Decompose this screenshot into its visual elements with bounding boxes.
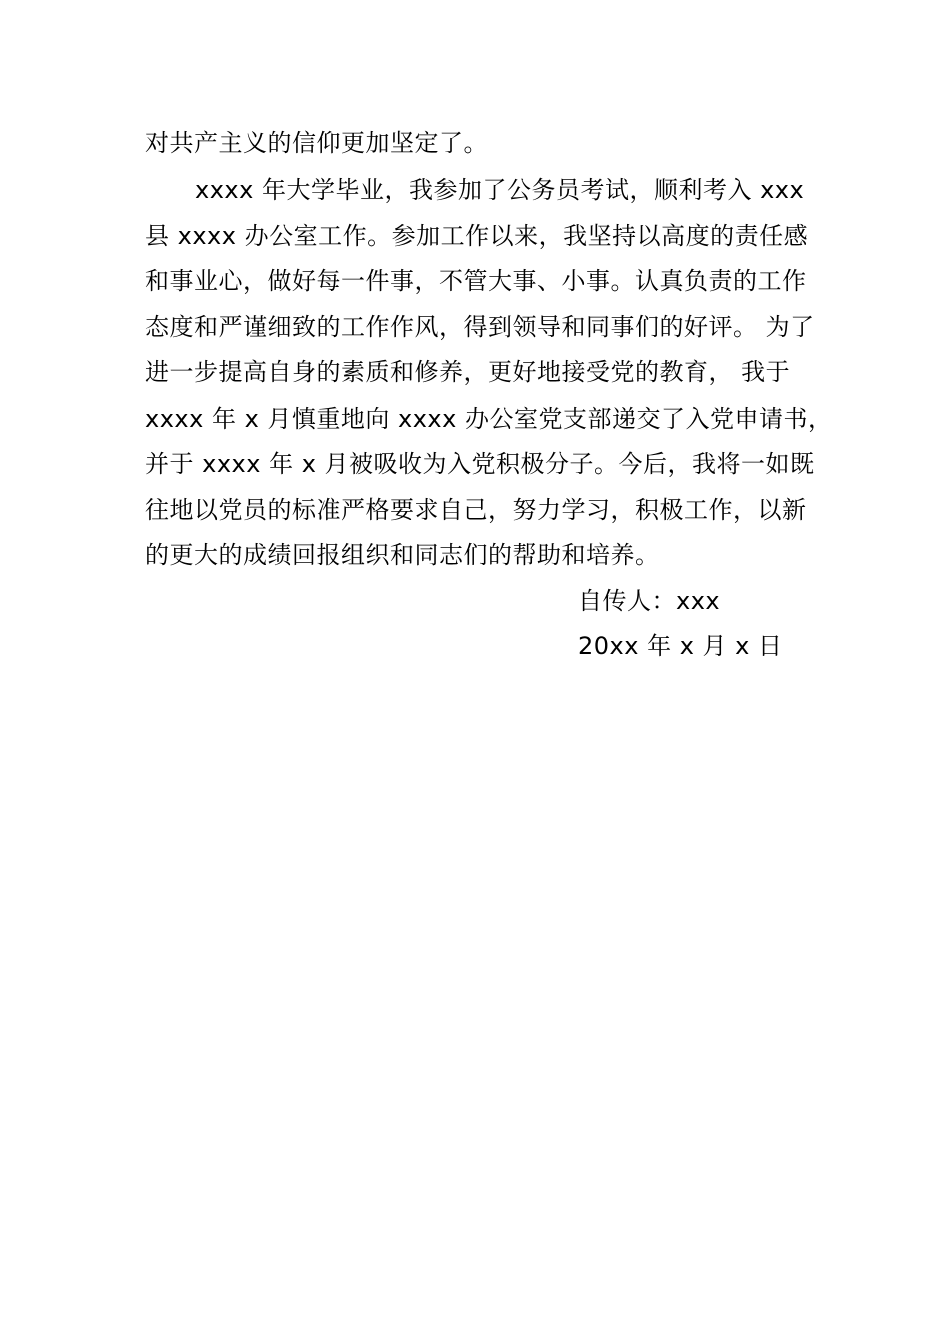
paragraph-line: 的更大的成绩回报组织和同志们的帮助和培养。 xyxy=(145,541,660,569)
signature-author: 自传人：xxx xyxy=(578,587,721,615)
signature-date: 20xx 年 x 月 x 日 xyxy=(578,632,783,660)
paragraph-line: 往地以党员的标准严格要求自己，努力学习，积极工作，以新 xyxy=(145,496,807,524)
paragraph-line: 和事业心，做好每一件事，不管大事、小事。认真负责的工作 xyxy=(145,267,807,295)
paragraph-line: 进一步提高自身的素质和修养，更好地接受党的教育， 我于 xyxy=(145,358,791,386)
paragraph-line: 并于 xxxx 年 x 月被吸收为入党积极分子。今后，我将一如既 xyxy=(145,450,815,478)
paragraph-line: 对共产主义的信仰更加坚定了。 xyxy=(145,129,488,157)
paragraph-line: xxxx 年大学毕业，我参加了公务员考试，顺利考入 xxx xyxy=(195,176,805,204)
paragraph-line: 县 xxxx 办公室工作。参加工作以来，我坚持以高度的责任感 xyxy=(145,222,809,250)
paragraph-line: xxxx 年 x 月慎重地向 xxxx 办公室党支部递交了入党申请书， xyxy=(145,405,833,433)
paragraph-line: 态度和严谨细致的工作作风，得到领导和同事们的好评。 为了 xyxy=(145,313,815,341)
